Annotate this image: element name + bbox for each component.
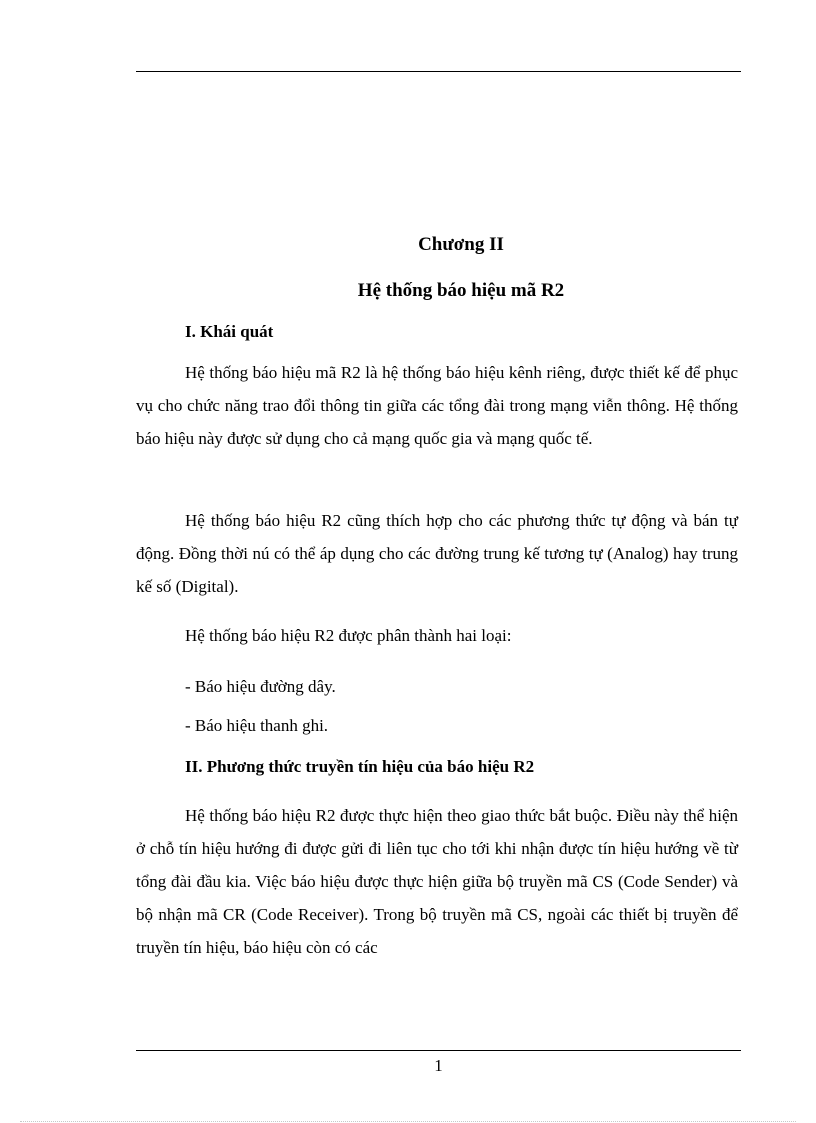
page-number: 1 — [434, 1056, 443, 1075]
paragraph-overview: Hệ thống báo hiệu mã R2 là hệ thống báo hiệu kênh riêng, được thiết kế để phục vụ cho chức năng trao đổi thông tin giữa các tổng đài trong mạng viễn thông. Hệ thống báo hiệu này được sử dụng cho cả mạng quốc gia và mạng quốc tế. — [136, 363, 738, 448]
paragraph-applicability: Hệ thống báo hiệu R2 cũng thích hợp cho các phương thức tự động và bán tự động. Đồng thời nú có thể áp dụng cho các đường trung kế tương tự (Analog) hay trung kế số (Digital). — [136, 511, 738, 596]
footer-rule — [136, 1050, 741, 1051]
list-item-register-signaling: - Báo hiệu thanh ghi. — [185, 716, 329, 735]
list-item-line-signaling: - Báo hiệu đường dây. — [185, 677, 336, 696]
paragraph-classification: Hệ thống báo hiệu R2 được phân thành hai loại: — [185, 626, 512, 645]
section-heading-overview: I. Khái quát — [185, 322, 274, 341]
chapter-title: Hệ thống báo hiệu mã R2 — [357, 280, 565, 301]
section-heading-transmission: II. Phương thức truyền tín hiệu của báo hiệu R2 — [185, 757, 535, 776]
paragraph-transmission: Hệ thống báo hiệu R2 được thực hiện theo giao thức bắt buộc. Điều này thể hiện ở chỗ tín hiệu hướng đi được gửi đi liên tục cho tới khi nhận được tín hiệu hướng về từ tổng đài đầu kia. Việc báo hiệu được thực hiện giữa bộ truyền mã CS (Code Sender) và bộ nhận mã CR (Code Receiver). Trong bộ truyền mã CS, ngoài các thiết bị truyền để truyền tín hiệu, báo hiệu còn có các — [136, 806, 738, 957]
header-rule — [136, 71, 741, 72]
chapter-number: Chương II — [418, 234, 504, 255]
page-edge-divider — [20, 1121, 796, 1122]
